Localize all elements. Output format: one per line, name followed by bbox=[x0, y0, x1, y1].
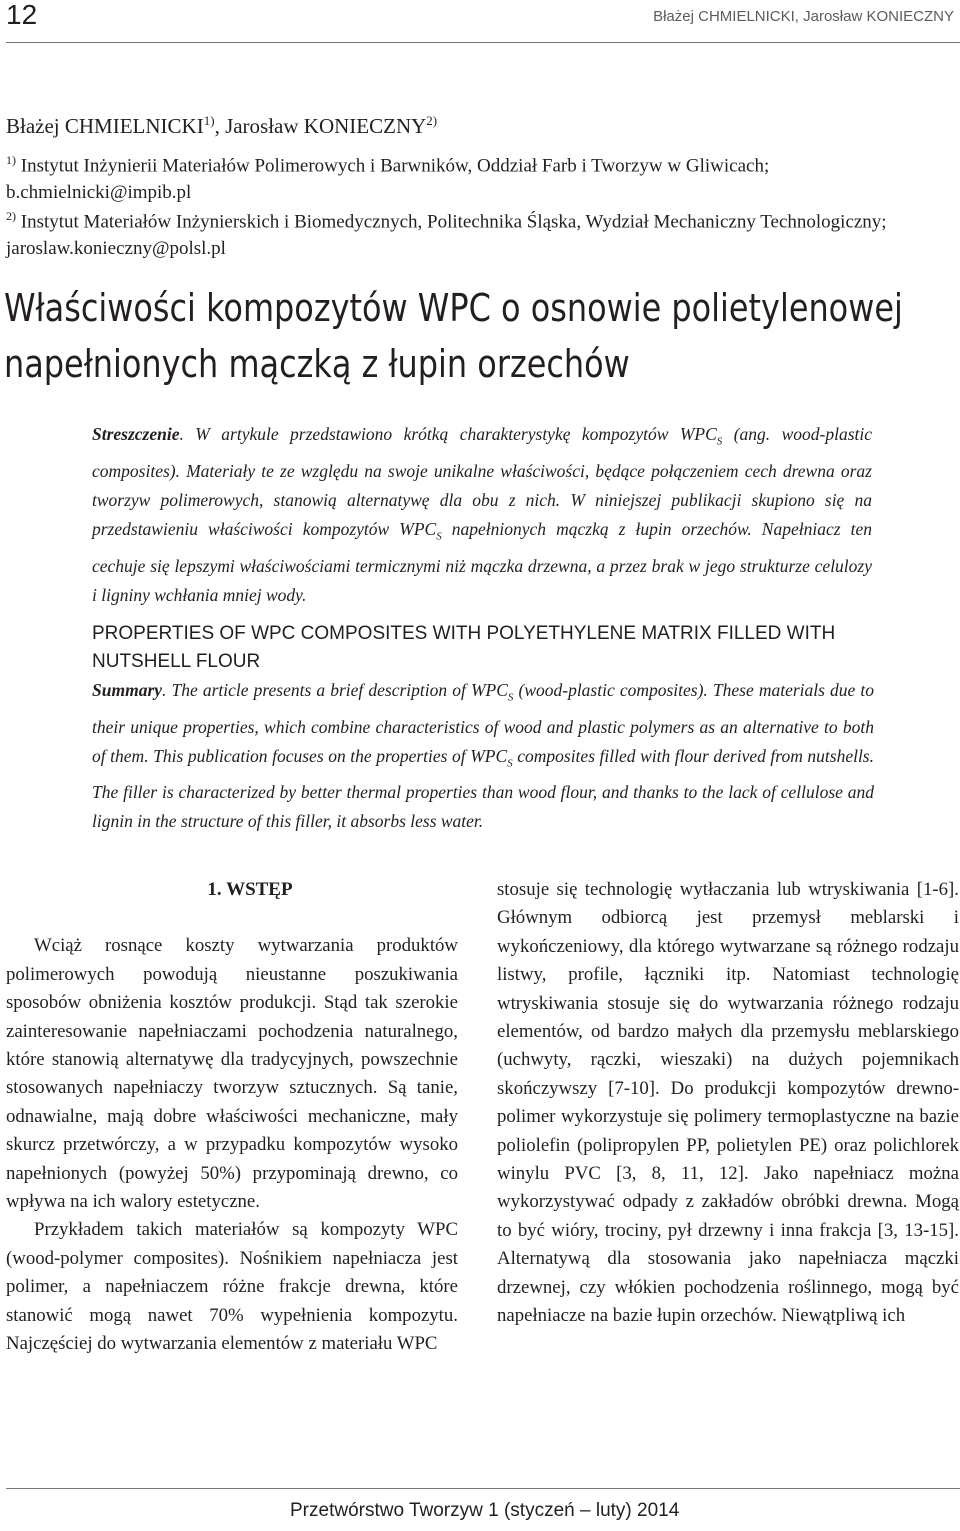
running-head: Błażej CHMIELNICKI, Jarosław KONIECZNY bbox=[653, 8, 954, 25]
author-2-sup: 2) bbox=[426, 113, 438, 128]
article-title bbox=[4, 280, 903, 392]
article-title-line-2: napełnionych mączką z łupin orzechów bbox=[4, 342, 630, 386]
summary-sub-2: S bbox=[507, 757, 513, 769]
summary-label: Summary bbox=[92, 680, 163, 700]
bottom-rule bbox=[6, 1488, 960, 1489]
summary-text-3: composites filled with flour derived from nutshells. The filler is characterized by better thermal properties than wood flour, and thanks to the lack of cellulose and lignin in the structure of this filler, it absorbs less water. bbox=[92, 745, 874, 831]
abstract-pl bbox=[92, 420, 872, 610]
authors bbox=[6, 108, 437, 139]
body-paragraph-3: stosuje się technologię wytłaczania lub wtryskiwania [1-6]. Głównym odbiorcą jest przemysł meblarski i wykończeniowy, dla którego wytwarzane są różnego rodzaju listwy, profile, łączniki itp. Natomiast technologię wtryskiwania stosuje się do wytwarzania różnego rodzaju elementów, od bardzo małych dla przemysłu meblarskiego (uchwyty, rączki, wieszaki) na dużych pojemnikach skończywszy [7-10]. Do produkcji kompozytów drewno-polimer wykorzystuje się polimery termoplastyczne na bazie poliolefin (polipropylen PP, polietylen PE) oraz polichlorek winylu PVC [3, 8, 11, 12]. Jako napełniacz można wykorzystywać odpady z zakładów obróbki drewna. Mogą to być wióry, trociny, pył drzewny i inna frakcja [3, 13-15]. Alternatywą dla stosowania jako napełniacza mączki drzewnej, czy włókien pochodzenia roślinnego, mogą być napełniacze na bazie łupin orzechów. Niewątpliwą ich bbox=[497, 879, 959, 1327]
affiliation-1 bbox=[6, 147, 951, 206]
author-1-sup: 1) bbox=[203, 113, 215, 128]
body-column-left bbox=[6, 876, 458, 1359]
affiliation-2-sup: 2) bbox=[6, 209, 16, 223]
abstract-text-3: napełnionych mączką z łupin orzechów. Napełniacz ten cechuje się lepszymi właściwościami termicznymi niż mączka drzewna, a przez brak w jego strukturze celulozy i ligniny wchłania mniej wody. bbox=[92, 519, 872, 606]
top-rule bbox=[6, 42, 960, 43]
affiliation-1-sup: 1) bbox=[6, 153, 16, 167]
abstract-sub-2: S bbox=[436, 530, 442, 543]
affiliation-2-text: Instytut Materiałów Inżynierskich i Biomedycznych, Politechnika Śląska, Wydział Mechaniczny Technologiczny; jaroslaw.konieczny@polsl.pl bbox=[6, 211, 887, 260]
author-1: Błażej CHMIELNICKI bbox=[6, 114, 204, 138]
summary-text-1: . The article presents a brief description of WPC bbox=[162, 680, 508, 700]
affiliation-2 bbox=[6, 203, 951, 262]
summary-text-2: (wood-plastic composites). These materials due to their unique properties, which combine characteristics of wood and plastic polymers as an alternative to both of them. This publication focuses on the properties of WPC bbox=[92, 680, 874, 766]
abstract-text-2: (ang. wood-plastic composites). Materiały te ze względu na swoje unikalne właściwości, będące połączeniem cech drewna oraz tworzyw polimerowych, stanowią alternatywę dla obu z nich. W niniejszej publikacji skupiono się na przedstawieniu właściwości kompozytów WPC bbox=[92, 424, 872, 540]
body-column-right bbox=[497, 876, 959, 1331]
summary-sub-1: S bbox=[507, 691, 514, 704]
author-separator: , bbox=[214, 114, 226, 138]
abstract-text-1: . W artykule przedstawiono krótką charakterystykę kompozytów WPC bbox=[179, 424, 717, 444]
body-paragraph-1: Wciąż rosnące koszty wytwarzania produktów polimerowych powodują nieustanne poszukiwania sposobów obniżenia kosztów produkcji. Stąd tak szerokie zainteresowanie napełniaczami pochodzenia naturalnego, które stanowią alternatywę dla tradycyjnych, powszechnie stosowanych napełniaczy tworzyw sztucznych. Są tanie, odnawialne, mają dobre właściwości mechaniczne, mały skurcz przetwórczy, a w przypadku kompozytów wysoko napełnionych (powyżej 50%) przypominają drewno, co wpływa na ich walory estetyczne. bbox=[6, 935, 458, 1213]
footer-journal: Przetwórstwo Tworzyw 1 (styczeń – luty) 2014 bbox=[290, 1500, 680, 1521]
affiliation-1-text: Instytut Inżynierii Materiałów Polimerowych i Barwników, Oddział Farb i Tworzyw w Gliwicach; b.chmielnicki@impib.pl bbox=[6, 155, 770, 204]
summary-en bbox=[92, 676, 874, 836]
page-number: 12 bbox=[6, 0, 38, 30]
abstract-label: Streszczenie bbox=[92, 424, 180, 444]
article-title-line-1: Właściwości kompozytów WPC o osnowie polietylenowej bbox=[4, 286, 903, 330]
english-title: PROPERTIES OF WPC COMPOSITES WITH POLYETHYLENE MATRIX FILLED WITH NUTSHELL FLOUR bbox=[92, 623, 836, 672]
section-heading: 1. WSTĘP bbox=[207, 879, 293, 900]
abstract-sub-1: S bbox=[716, 435, 723, 448]
author-2: Jarosław KONIECZNY bbox=[225, 114, 427, 138]
body-paragraph-2: Przykładem takich materiałów są kompozyty WPC (wood-polymer composites). Nośnikiem napełniacza jest polimer, a napełniaczem różne frakcje drewna, które stanowić mogą nawet 70% wypełnienia kompozytu. Najczęściej do wytwarzania elementów z materiału WPC bbox=[6, 1219, 458, 1355]
